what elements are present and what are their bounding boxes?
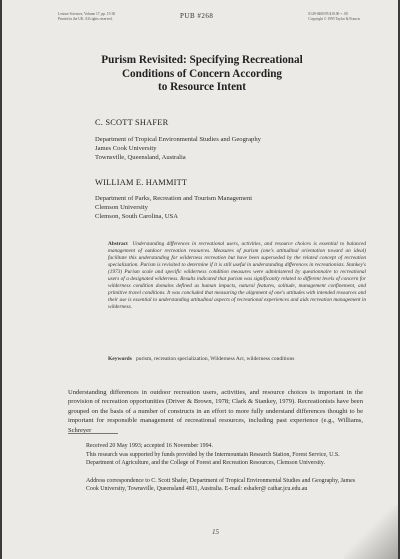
copyright-line: Copyright © 1995 Taylor & Francis [308, 16, 360, 21]
title-line: Conditions of Concern According [121, 67, 283, 80]
body-paragraph: Understanding differences in outdoor recreation users, activities, and resource choices is important in the provision of recreation opportunities (Driver & Brown, 1978; Clark & Stankey, 1979). Recreationists have been grouped on the basis of a number of constructs in an effort to more fully understand differences thought to be important for responsible management of recreational resources, including past experience (e.g., Williams, Schreyer [68, 389, 363, 434]
abstract [108, 241, 366, 311]
footnote-rule [68, 433, 118, 434]
article-title [62, 54, 342, 95]
affiliation-line: Townsville, Queensland, Australia [95, 154, 186, 162]
keywords [108, 356, 366, 363]
abstract-label: Abstract [108, 241, 128, 247]
abstract-text: Understanding differences in recreational users, activities, and resource choices is essential to balanced management of outdoor recreation resources. Measures of purism (one's attitudinal orientation toward an ideal) facilitate this understanding for wilderness recreation but have been superseded by the related concept of recreation specialization. Purism is revisited to determine if it is still useful in understanding differences in recreationists. Stankey's (1973) Purism scale and specific wilderness condition measures were administered by questionnaire to recreational users of a designated wilderness. Results indicated that purism was significantly related to different levels of concern for wilderness condition domains defined as human impacts, natural features, solitude, management confinement, and primitive travel conditions. It was concluded that measuring the alignment of one's attitudes with intended resources and their use is essential to understanding attitudinal aspects of recreational experiences and aids recreation management in wilderness. [108, 241, 366, 311]
journal-page [2, 0, 398, 559]
affiliation-line: Clemson, South Carolina, USA [95, 213, 178, 221]
affiliation-line: Department of Tropical Environmental Studies and Geography [95, 136, 261, 143]
page-number: 15 [212, 528, 219, 536]
author-affiliation [95, 194, 252, 222]
affiliation-line: Clemson University [95, 204, 148, 212]
publication-stamp: PUB #268 [180, 12, 214, 20]
footnote-funding: This research was supported by funds provided by the Intermountain Research Station, Forest Service, U.S. Department of Agriculture, and the College of Forest and Recreation Resources, Clemson University. [86, 452, 340, 466]
footnote-received: Received 20 May 1993; accepted 16 November 1994. [86, 443, 213, 449]
title-line: Purism Revisited: Specifying Recreational [101, 54, 303, 66]
author-name: WILLIAM E. HAMMITT [95, 178, 188, 187]
footnote-correspondence: Address correspondence to C. Scott Shafer, Department of Tropical Environmental Studies and Geography, James Cook University, Townsville, Queensland 4811, Australia. E-mail: eshafer@ cathar.jcu.edu.au [86, 478, 355, 492]
affiliation-line: Department of Parks, Recreation and Tourism Management [95, 195, 253, 202]
keywords-text: purism, recreation specialization, Wilderness Act, wilderness conditions [135, 356, 295, 362]
author-affiliation [95, 135, 261, 163]
affiliation-line: James Cook University [95, 145, 157, 153]
copyright-line: 0149-0400/95 $10.00 + .00 [308, 12, 348, 16]
keywords-label: Keywords [108, 356, 132, 362]
copyright-notice [308, 12, 360, 21]
author-name: C. SCOTT SHAFER [95, 118, 169, 127]
page-corner-shadow [344, 505, 398, 559]
title-line: to Resource Intent [157, 81, 247, 94]
journal-citation [58, 12, 115, 21]
journal-citation-line: Printed in the UK. All rights reserved. [58, 16, 113, 21]
journal-citation-line: Leisure Sciences, Volume 17, pp. 15-30 [58, 12, 116, 16]
